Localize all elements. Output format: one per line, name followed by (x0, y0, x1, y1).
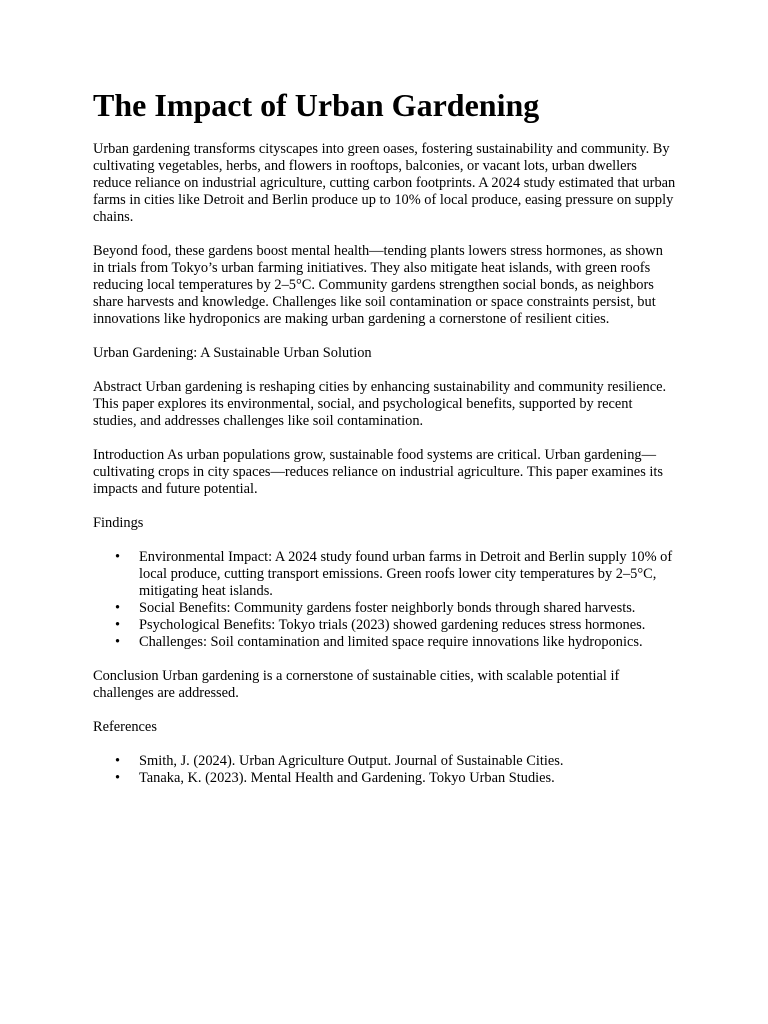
list-item (115, 549, 677, 600)
finding-text: Environmental Impact: A 2024 study found urban farms in Detroit and Berlin supply 10% of local produce, cutting transport emissions. Green roofs lower city temperatures by 2–5°C, mitigating heat islands. (139, 549, 673, 599)
abstract-paragraph: Abstract Urban gardening is reshaping cities by enhancing sustainability and community resilience. This paper explores its environmental, social, and psychological benefits, supported by recent studies, and addresses challenges like soil contamination. (93, 379, 667, 429)
bullet-icon: • (115, 617, 121, 633)
reference-text: Smith, J. (2024). Urban Agriculture Output. Journal of Sustainable Cities. (139, 753, 564, 769)
bullet-icon: • (115, 753, 121, 769)
bullet-icon: • (115, 549, 121, 565)
finding-text: Social Benefits: Community gardens foster neighborly bonds through shared harvests. (139, 600, 636, 616)
list-item (115, 617, 677, 634)
finding-text: Challenges: Soil contamination and limited space require innovations like hydroponics. (139, 634, 643, 650)
list-item (115, 600, 677, 617)
introduction-paragraph: Introduction As urban populations grow, sustainable food systems are critical. Urban gardening—cultivating crops in city spaces—reduces reliance on industrial agriculture. This paper examines its impacts and future potential. (93, 447, 663, 497)
list-item (115, 753, 677, 770)
reference-text: Tanaka, K. (2023). Mental Health and Gardening. Tokyo Urban Studies. (139, 770, 555, 786)
page-title: The Impact of Urban Gardening (93, 87, 540, 123)
bullet-icon: • (115, 600, 121, 616)
findings-list (93, 549, 677, 651)
paper-title: Urban Gardening: A Sustainable Urban Solution (93, 345, 372, 361)
list-item (115, 634, 677, 651)
intro-paragraph-2: Beyond food, these gardens boost mental health—tending plants lowers stress hormones, as shown in trials from Tokyo’s urban farming initiatives. They also mitigate heat islands, with green roofs reducing local temperatures by 2–5°C. Community gardens strengthen social bonds, as neighbors share harvests and knowledge. Challenges like soil contamination or space constraints persist, but innovations like hydroponics are making urban gardening a cornerstone of resilient cities. (93, 243, 663, 327)
finding-text: Psychological Benefits: Tokyo trials (2023) showed gardening reduces stress hormones. (139, 617, 646, 633)
bullet-icon: • (115, 770, 121, 786)
references-list (93, 753, 677, 787)
conclusion-paragraph: Conclusion Urban gardening is a cornerstone of sustainable cities, with scalable potential if challenges are addressed. (93, 668, 620, 701)
references-heading: References (93, 719, 157, 735)
list-item (115, 770, 677, 787)
bullet-icon: • (115, 634, 121, 650)
findings-heading: Findings (93, 515, 144, 531)
intro-paragraph-1: Urban gardening transforms cityscapes into green oases, fostering sustainability and community. By cultivating vegetables, herbs, and flowers in rooftops, balconies, or vacant lots, urban dwellers reduce reliance on industrial agriculture, cutting carbon footprints. A 2024 study estimated that urban farms in cities like Detroit and Berlin produce up to 10% of local produce, easing pressure on supply chains. (93, 141, 676, 225)
